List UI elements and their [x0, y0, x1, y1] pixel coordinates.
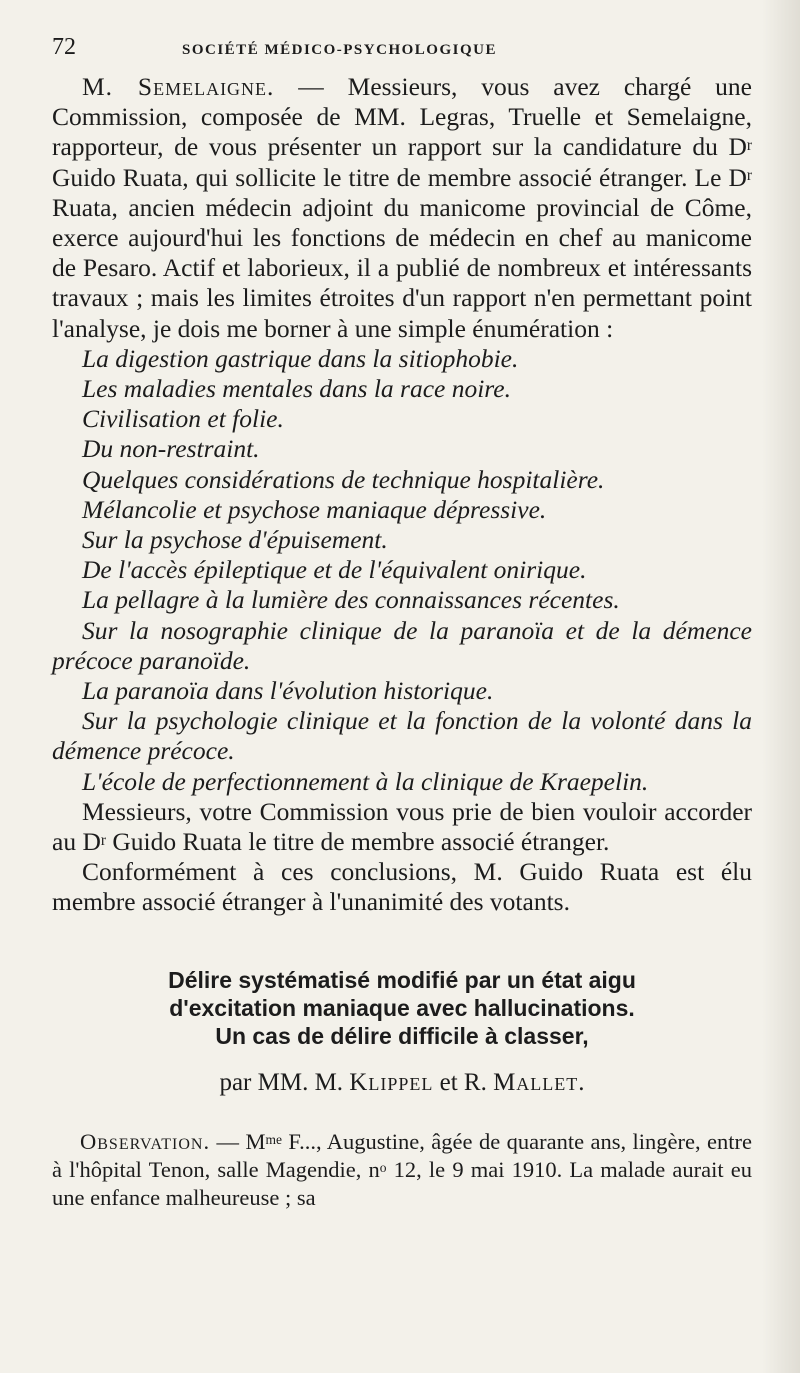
work-title: Mélancolie et psychose maniaque dépressive.: [82, 494, 547, 524]
speaker-name: M. Semelaigne.: [82, 72, 275, 101]
work-title: L'école de perfectionnement à la clinique de Kraepelin.: [82, 766, 649, 796]
vote-paragraph: Conformément à ces conclusions, M. Guido Ruata est élu membre associé étranger à l'unanimité des votants.: [52, 857, 752, 917]
running-title: SOCIÉTÉ MÉDICO-PSYCHOLOGIQUE: [182, 42, 497, 58]
page-number: 72: [52, 34, 76, 60]
work-title: De l'accès épileptique et de l'équivalent onirique.: [82, 555, 587, 585]
observation-paragraph: Observation. — $M^{me}$ F..., Augustine, âgée de quarante ans, lingère, entre à l'hôpital Tenon, salle Magendie, $n^o$ 12, le 9 mai 1910. La malade aurait eu une enfance malheureuse ; sa: [52, 1128, 753, 1210]
work-title: Sur la psychose d'épuisement.: [82, 525, 388, 555]
author-byline: par MM. M. Klippel et R. Mallet.: [219, 1068, 585, 1096]
page-header: [52, 34, 752, 72]
works-list: [52, 344, 752, 797]
section-title: Délire systématisé modifié par un état aigu d'excitation maniaque avec hallucinations. Un cas de délire difficile à classer,: [168, 966, 636, 1049]
work-title: Sur la nosographie clinique de la paranoïa et de la démence précoce paranoïde.: [52, 615, 752, 675]
work-title: La paranoïa dans l'évolution historique.: [82, 676, 494, 706]
work-title: Quelques considérations de technique hospitalière.: [82, 464, 605, 494]
work-title: Du non-restraint.: [82, 434, 260, 464]
work-title: Civilisation et folie.: [82, 404, 284, 434]
work-title: Sur la psychologie clinique et la fonction de la volonté dans la démence précoce.: [52, 706, 752, 766]
work-title: La digestion gastrique dans la sitiophobie.: [82, 343, 519, 373]
intro-paragraph: M. Semelaigne. — Messieurs, vous avez chargé une Commission, composée de MM. Legras, Truelle et Semelaigne, rapporteur, de vous présenter un rapport sur la candidature du $D^r$ Guido Ruata, qui sollicite le titre de membre associé étranger. Le $D^r$ Ruata, ancien médecin adjoint du manicome provincial de Côme, exerce aujourd'hui les fonctions de médecin en chef au manicome de Pesaro. Actif et laborieux, il a publié de nombreux et intéressants travaux ; mais les limites étroites d'un rapport n'en permettant point l'analyse, je dois me borner à une simple énumération :: [52, 72, 752, 343]
conclusion-paragraph: Messieurs, votre Commission vous prie de bien vouloir accorder au $D^r$ Guido Ruata le titre de membre associé étranger.: [52, 796, 752, 857]
work-title: Les maladies mentales dans la race noire.: [82, 374, 511, 404]
page-edge-shadow: [762, 0, 800, 1373]
work-title: La pellagre à la lumière des connaissances récentes.: [82, 585, 620, 615]
document-page: [52, 34, 752, 1234]
